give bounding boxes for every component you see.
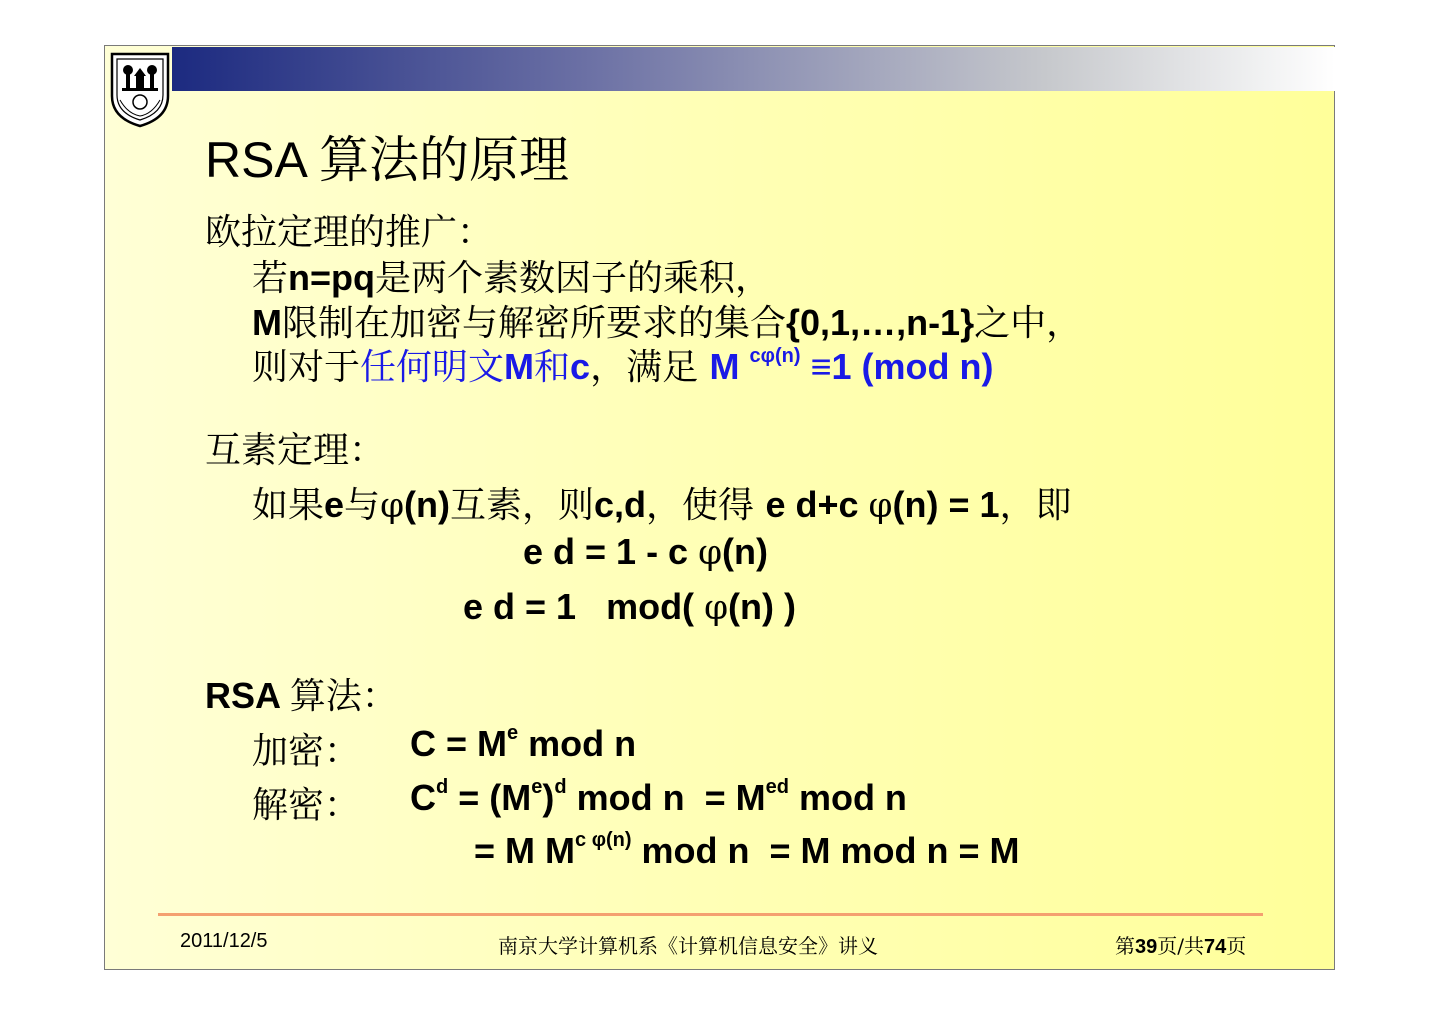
coprime-line-2: e d = 1 - c φ(n) [523, 531, 768, 573]
coprime-line-3: e d = 1 mod( φ(n) ) [463, 586, 796, 628]
slide-title: RSA 算法的原理 [205, 132, 569, 188]
euler-line-2: M限制在加密与解密所要求的集合{0,1,…,n-1}之中， [252, 302, 1083, 344]
decrypt-formula: $C^d = (M^e)^d$ mod $n = M^{ed}$ mod n [410, 776, 907, 818]
euler-heading: 欧拉定理的推广： [205, 212, 494, 253]
euler-line-3: 则对于任何明文M和c，满足 M $^{c\varphi(n)}$ ≡1 (mod n) [252, 345, 994, 388]
coprime-line-1: 如果e与φ(n)互素，则c,d，使得 e d+c φ(n) = 1，即 [252, 484, 1072, 526]
coprime-heading: 互素定理： [205, 430, 386, 471]
footer-divider [158, 913, 1263, 916]
footer-course-title: 南京大学计算机系《计算机信息安全》讲义 [498, 934, 878, 958]
title-banner [172, 47, 1335, 91]
university-seal-logo [108, 50, 172, 128]
euler-line-1: 若n=pq是两个素数因子的乘积， [252, 257, 772, 299]
footer-date: 2011/12/5 [180, 930, 268, 952]
decrypt-formula-cont: = M $M^{c \varphi(n)}$ mod n = M mod n = M [474, 829, 1020, 871]
footer-page-number: 第39页/共74页 [1115, 934, 1247, 958]
encrypt-formula: $C = M^e$ mod n [410, 722, 637, 764]
rsa-heading: RSA 算法： [205, 675, 398, 717]
decrypt-label: 解密： [252, 785, 361, 826]
encrypt-label: 加密： [252, 731, 361, 772]
